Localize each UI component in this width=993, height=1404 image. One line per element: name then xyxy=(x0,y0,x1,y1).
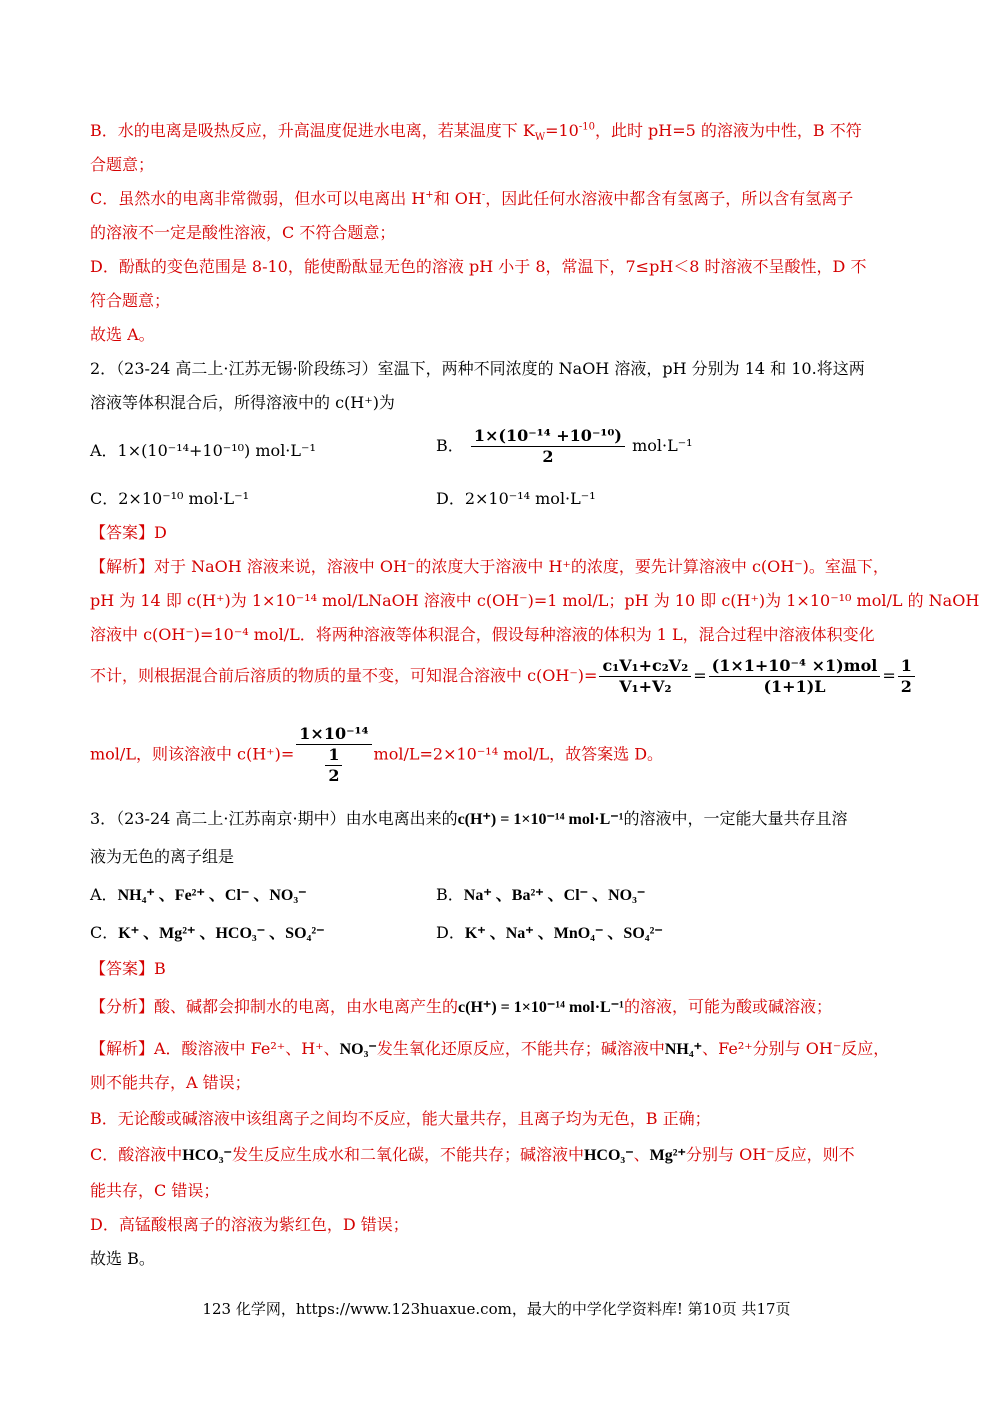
mixed-oh-result-fraction: $\frac{1}{2}$ xyxy=(898,656,915,697)
q2-option-b xyxy=(436,426,693,467)
q2-explanation-line3: 溶液中 c(OH⁻)=10⁻⁴ mol/L．将两种溶液等体积混合，假设每种溶液的体积为 1 L，混合过程中溶液体积变化 xyxy=(90,625,875,644)
q2-option-b-fraction xyxy=(471,426,625,467)
q1-option-b-explanation-line2: 合题意； xyxy=(90,155,155,174)
q2-option-d: D．2×10⁻¹⁴ mol·L⁻¹ xyxy=(436,489,596,508)
q2-option-b-unit: mol·L⁻¹ xyxy=(632,436,693,455)
q2-option-b-denominator: 2 xyxy=(542,447,554,466)
q2-option-b-numerator: 1×(10⁻¹⁴ +10⁻¹⁰) xyxy=(471,426,625,447)
q3-analysis-formula: c(H⁺) = 1×10⁻¹⁴ mol·L⁻¹ xyxy=(458,999,624,1016)
q3-option-b: B．Na⁺ 、Ba²⁺ 、Cl⁻ 、NO₃⁻ xyxy=(436,885,646,904)
q3-option-d: D．K⁺ 、Na⁺ 、MnO₄⁻ 、SO₄²⁻ xyxy=(436,923,663,942)
q3-analysis: 【分析】酸、碱都会抑制水的电离，由水电离产生的c(H⁺) = 1×10⁻¹⁴ mol·L⁻¹的溶液，可能为酸或碱溶液； xyxy=(90,997,832,1016)
q3-option-c: C．K⁺ 、Mg²⁺ 、HCO₃⁻ 、SO₄²⁻ xyxy=(90,923,325,942)
q3-stem-line2: 液为无色的离子组是 xyxy=(90,847,235,866)
q1-option-c-explanation-line2: 的溶液不一定是酸性溶液，C 不符合题意； xyxy=(90,223,396,242)
q2-option-b-label: B． xyxy=(436,436,464,455)
q1-option-c-explanation-line1: C．虽然水的电离非常微弱，但水可以电离出 H+和 OH-，因此任何水溶液中都含有氢离子，所以含有氢离子 xyxy=(90,189,854,208)
q3-explanation-c-line2: 能共存，C 错误； xyxy=(90,1181,220,1200)
q1-option-b-explanation-line1: B．水的电离是吸热反应，升高温度促进水电离，若某温度下 $K_W=10^{-10}$，此时 pH=5 的溶液为中性，B 不符 xyxy=(90,121,862,144)
q3-stem-formula: c(H⁺) = 1×10⁻¹⁴ mol·L⁻¹ xyxy=(457,811,624,828)
q1-option-d-explanation-line2: 符合题意； xyxy=(90,291,171,310)
q3-option-a: A．NH₄⁺ 、Fe²⁺ 、Cl⁻ 、NO₃⁻ xyxy=(90,885,307,904)
q1-choose: 故选 A。 xyxy=(90,325,155,344)
q2-stem-line2: 溶液等体积混合后，所得溶液中的 c(H⁺)为 xyxy=(90,393,395,412)
q2-stem-line1: 2．（23-24 高二上·江苏无锡·阶段练习）室温下，两种不同浓度的 NaOH 溶液，pH 分别为 14 和 10.将这两 xyxy=(90,359,865,378)
q3-explanation-d: D．高锰酸根离子的溶液为紫红色，D 错误； xyxy=(90,1215,409,1234)
q3-explanation-a-line2: 则不能共存，A 错误； xyxy=(90,1073,251,1092)
q3-explanation-b: B．无论酸或碱溶液中该组离子之间均不反应，能大量共存，且离子均为无色，B 正确； xyxy=(90,1109,711,1128)
q2-explanation-line5: mol/L，则该溶液中 c(H⁺)= $\frac{\text{1×10⁻¹⁴}}{\frac{1}{2}}$ mol/L=2×10⁻¹⁴ mol/L，故答案选 D。 xyxy=(90,724,664,785)
mixed-oh-formula-fraction: $\frac{\text{c₁V₁+c₂V₂}}{\text{V₁+V₂}}$ xyxy=(599,656,691,697)
q3-explanation-a-line1: 【解析】A．酸溶液中 Fe²⁺、H⁺、NO₃⁻发生氧化还原反应，不能共存；碱溶液中NH₄⁺、Fe²⁺分别与 OH⁻反应， xyxy=(90,1039,890,1058)
q3-explanation-c-line1: C．酸溶液中HCO₃⁻发生反应生成水和二氧化碳，不能共存；碱溶液中HCO₃⁻、Mg²⁺分别与 OH⁻反应，则不 xyxy=(90,1145,855,1164)
q2-option-a: A．1×(10⁻¹⁴+10⁻¹⁰) mol·L⁻¹ xyxy=(90,441,316,460)
q3-answer: 【答案】B xyxy=(90,959,166,978)
q2-explanation-line1: 【解析】对于 NaOH 溶液来说，溶液中 OH⁻的浓度大于溶液中 H⁺的浓度，要先计算溶液中 c(OH⁻)。室温下， xyxy=(90,557,889,576)
q2-explanation-line4: 不计，则根据混合前后溶质的物质的量不变，可知混合溶液中 c(OH⁻)= $\frac{\text{c₁V₁+c₂V₂}}{\text{V₁+V₂}}$ = $\frac{\text{(1×1+10⁻⁴ ×1)mol}}{(1+1)L}$ = $\frac{1}{2}$ xyxy=(90,656,917,697)
q3-choose: 故选 B。 xyxy=(90,1249,155,1268)
q3-stem-line1: 3．（23-24 高二上·江苏南京·期中）由水电离出来的c(H⁺) = 1×10⁻¹⁴ mol·L⁻¹的溶液中，一定能大量共存且溶 xyxy=(90,809,848,828)
h-concentration-fraction: $\frac{\text{1×10⁻¹⁴}}{\frac{1}{2}}$ xyxy=(296,724,371,786)
page-footer: 123 化学网，https://www.123huaxue.com，最大的中学化学资料库! 第10页 共17页 xyxy=(202,1300,791,1318)
q1-option-d-explanation-line1: D．酚酞的变色范围是 8-10，能使酚酞显无色的溶液 pH 小于 8，常温下，7≤pH＜8 时溶液不呈酸性，D 不 xyxy=(90,257,867,276)
q2-option-c: C．2×10⁻¹⁰ mol·L⁻¹ xyxy=(90,489,250,508)
q2-explanation-line2: pH 为 14 即 c(H⁺)为 1×10⁻¹⁴ mol/LNaOH 溶液中 c(OH⁻)=1 mol/L；pH 为 10 即 c(H⁺)为 1×10⁻¹⁰ mol/L 的 NaOH xyxy=(90,591,980,610)
q2-answer: 【答案】D xyxy=(90,523,167,542)
mixed-oh-value-fraction: $\frac{\text{(1×1+10⁻⁴ ×1)mol}}{(1+1)L}$ xyxy=(709,656,881,697)
